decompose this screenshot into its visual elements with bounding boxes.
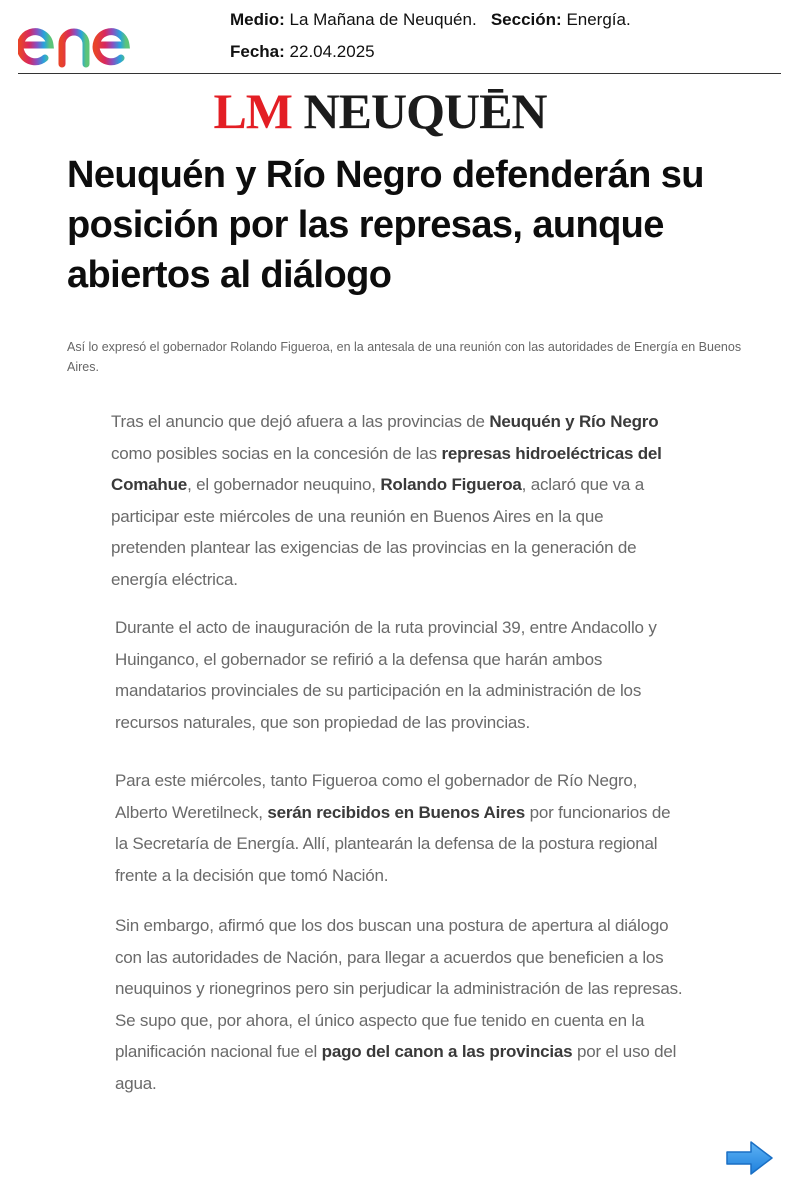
article-paragraph xyxy=(111,406,681,595)
article-paragraph xyxy=(115,612,685,738)
bold-text: Neuquén y Río Negro xyxy=(489,412,659,431)
newspaper-masthead xyxy=(0,82,760,140)
paragraph-text: como posibles socias en la concesión de las xyxy=(111,443,442,463)
paragraph-text: por el uso del agua. xyxy=(115,1042,677,1093)
paragraph-text: por funcionarios de la Secretaría de Energía. Allí, plantearán la defensa de la postura regional frente a la decisión que tomó Nación. xyxy=(115,802,671,885)
header-divider xyxy=(18,73,781,74)
bold-text: Rolando Figueroa xyxy=(380,475,522,494)
fecha-value: 22.04.2025 xyxy=(289,42,375,61)
meta-line-medio xyxy=(230,10,631,30)
medio-label: Medio: xyxy=(230,10,285,29)
article-headline: Neuquén y Río Negro defenderán su posición por las represas, aunque abiertos al diálogo xyxy=(67,154,704,296)
paragraph-text: Tras el anuncio que dejó afuera a las provincias de xyxy=(111,412,490,431)
paragraph-text: Para este miércoles, tanto Figueroa como el gobernador de Río Negro, Alberto Weretilneck, xyxy=(115,771,638,822)
paragraph-text: , el gobernador neuquino, xyxy=(187,475,381,494)
bold-text: represas hidroeléctricas del Comahue xyxy=(111,443,662,494)
bold-text: serán recibidos en Buenos Aires xyxy=(267,802,526,822)
article-paragraph xyxy=(115,910,685,1099)
seccion-label: Sección: xyxy=(490,10,562,29)
fecha-label: Fecha: xyxy=(230,42,285,61)
arrow-right-icon[interactable] xyxy=(723,1138,775,1178)
seccion-value: Energía. xyxy=(566,10,631,29)
enel-logo xyxy=(18,8,170,70)
bold-text: pago del canon a las provincias xyxy=(321,1042,573,1061)
medio-value: La Mañana de Neuquén. xyxy=(289,10,477,29)
paragraph-text: Sin embargo, afirmó que los dos buscan una postura de apertura al diálogo con las autoridades de Nación, para llegar a acuerdos que beneficien a los neuquinos y rionegrinos pero sin perjudicar la administración de las represas. Se supo que, por ahora, el único aspecto que fue tenido en cuenta en la planificación nacional fue el xyxy=(115,916,683,1061)
article-subtitle: Así lo expresó el gobernador Rolando Figueroa, en la antesala de una reunión con las autoridades de Energía en Buenos Aires. xyxy=(67,340,742,374)
masthead-name: NEUQUĒN xyxy=(303,83,547,139)
paragraph-text: , aclaró que va a participar este miércoles de una reunión en Buenos Aires en la que pretenden plantear las exigencias de las provincias en la generación de energía eléctrica. xyxy=(111,475,644,589)
article-paragraph xyxy=(115,765,685,891)
paragraph-text: Durante el acto de inauguración de la ruta provincial 39, entre Andacollo y Huinganco, el gobernador se refirió a la defensa que harán ambos mandatarios provinciales de su participación en la administración de los recursos naturales, que son propiedad de las provincias. xyxy=(115,618,657,732)
masthead-prefix: LM xyxy=(213,83,292,139)
meta-line-fecha xyxy=(230,42,375,62)
